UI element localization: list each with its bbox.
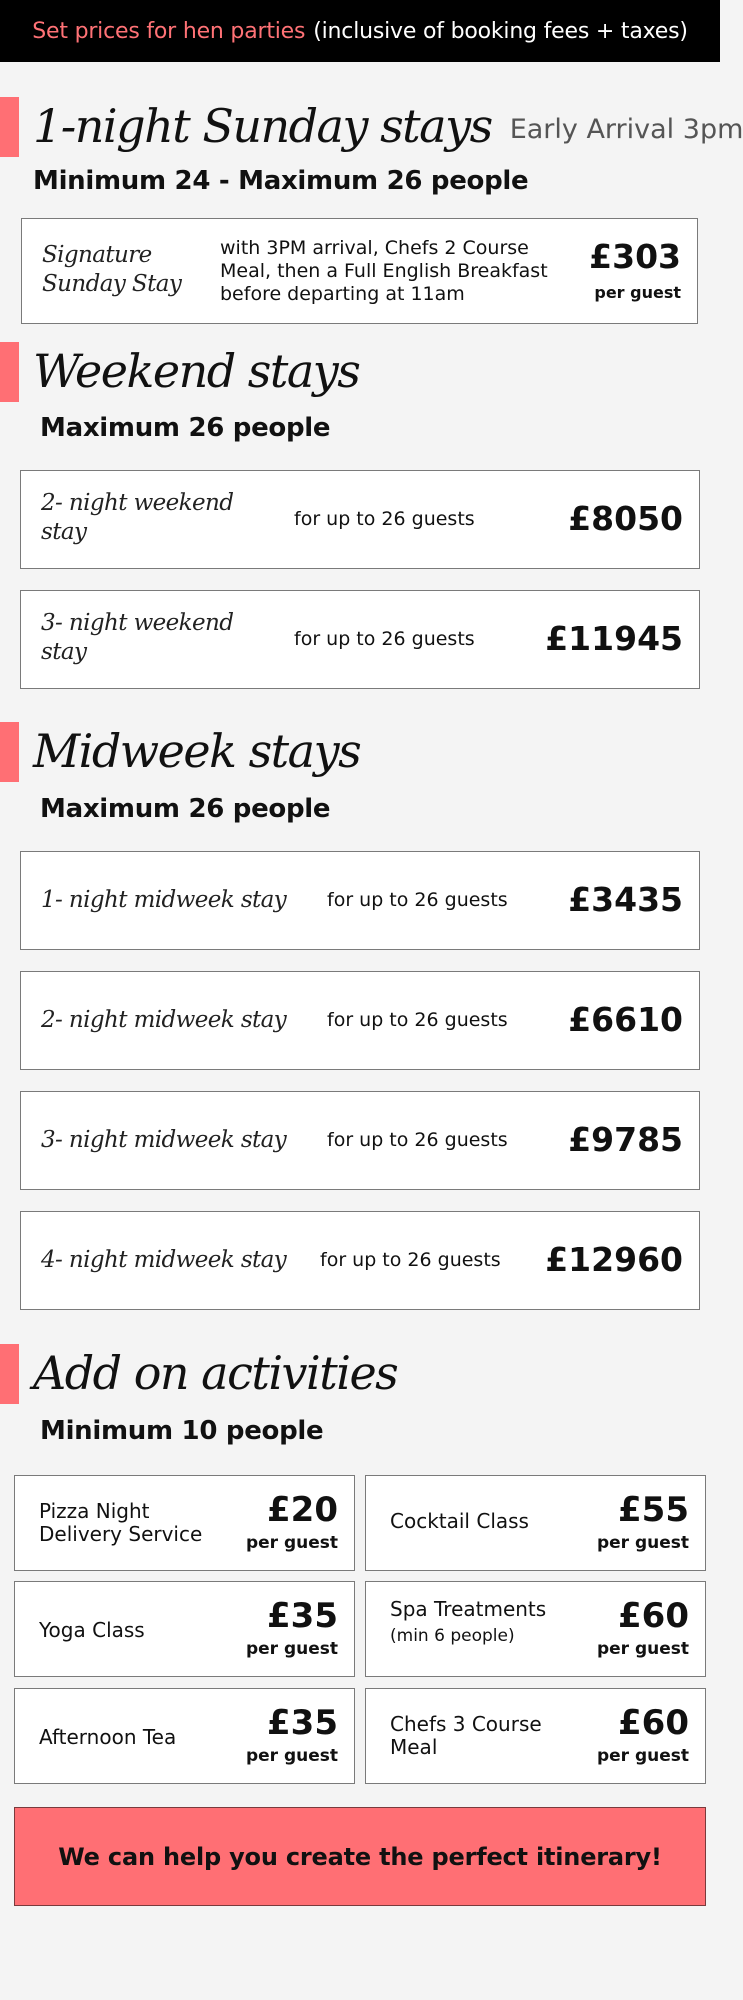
addon-label: Afternoon Tea xyxy=(39,1725,177,1749)
stay-price: £6610 xyxy=(568,1000,683,1039)
addon-price: £20 xyxy=(267,1490,338,1530)
section-header-midweek xyxy=(0,722,720,782)
itinerary-cta-button[interactable]: We can help you create the perfect itinerary! xyxy=(14,1807,706,1906)
stay-guests: for up to 26 guests xyxy=(327,1009,508,1031)
addon-card-pizza-night xyxy=(14,1475,355,1571)
addon-label: Cocktail Class xyxy=(390,1509,529,1533)
price-card-midweek-1-night xyxy=(20,851,700,950)
accent-bar xyxy=(0,1344,19,1404)
stay-price: £3435 xyxy=(568,880,683,919)
addon-price-unit: per guest xyxy=(245,1746,338,1766)
accent-bar xyxy=(0,722,19,782)
addon-label: Pizza Night Delivery Service xyxy=(39,1499,203,1546)
addon-price: £60 xyxy=(618,1703,689,1743)
stay-guests: for up to 26 guests xyxy=(294,628,475,650)
price-card-signature-sunday xyxy=(21,218,698,324)
stay-price: £12960 xyxy=(545,1240,683,1279)
section-header-sunday xyxy=(0,97,743,157)
capacity-midweek: Maximum 26 people xyxy=(40,794,331,824)
addon-price-unit: per guest xyxy=(596,1533,689,1553)
section-title-addons: Add on activities xyxy=(33,1346,398,1400)
banner-highlight: Set prices for hen parties xyxy=(32,18,306,44)
section-title-weekend: Weekend stays xyxy=(33,344,360,398)
capacity-weekend: Maximum 26 people xyxy=(40,413,331,443)
price-card-midweek-4-night xyxy=(20,1211,700,1310)
addon-price: £35 xyxy=(267,1703,338,1743)
stay-price-unit: per guest xyxy=(594,283,681,302)
addon-card-spa-treatments xyxy=(365,1581,706,1677)
price-card-midweek-3-night xyxy=(20,1091,700,1190)
section-header-addons xyxy=(0,1344,720,1404)
stay-price: £11945 xyxy=(545,619,683,658)
stay-name: 1- night midweek stay xyxy=(41,887,287,913)
addon-price-unit: per guest xyxy=(245,1639,338,1659)
stay-guests: for up to 26 guests xyxy=(327,889,508,911)
capacity-sunday: Minimum 24 - Maximum 26 people xyxy=(33,166,529,196)
accent-bar xyxy=(0,97,19,157)
addon-card-yoga-class xyxy=(14,1581,355,1677)
capacity-addons: Minimum 10 people xyxy=(40,1416,324,1446)
stay-guests: for up to 26 guests xyxy=(320,1249,501,1271)
section-header-weekend xyxy=(0,342,720,402)
addon-price: £55 xyxy=(618,1490,689,1530)
stay-guests: for up to 26 guests xyxy=(294,508,475,530)
addon-note: (min 6 people) xyxy=(390,1626,515,1646)
stay-name: 3- night midweek stay xyxy=(41,1127,287,1153)
top-banner xyxy=(0,0,720,62)
stay-price: £9785 xyxy=(568,1120,683,1159)
accent-bar xyxy=(0,342,19,402)
stay-price: £8050 xyxy=(568,499,683,538)
stay-guests: for up to 26 guests xyxy=(327,1129,508,1151)
stay-name: 2- night weekend stay xyxy=(41,490,234,545)
addon-price-unit: per guest xyxy=(596,1639,689,1659)
section-title-sunday: 1-night Sunday stays Early Arrival 3pm xyxy=(33,97,743,159)
price-card-weekend-3-night xyxy=(20,590,700,689)
stay-name: Signature Sunday Stay xyxy=(42,242,182,297)
stay-name: 4- night midweek stay xyxy=(41,1247,287,1273)
addon-price: £35 xyxy=(267,1596,338,1636)
section-subtitle-sunday: Early Arrival 3pm xyxy=(509,114,743,145)
stay-price: £303 xyxy=(589,237,681,276)
section-title-midweek: Midweek stays xyxy=(33,724,361,778)
addon-price-unit: per guest xyxy=(245,1533,338,1553)
addon-price-unit: per guest xyxy=(596,1746,689,1766)
stay-name: 2- night midweek stay xyxy=(41,1007,287,1033)
banner-note: (inclusive of booking fees + taxes) xyxy=(313,18,688,44)
price-card-midweek-2-night xyxy=(20,971,700,1070)
stay-name: 3- night weekend stay xyxy=(41,610,234,665)
addon-label: Yoga Class xyxy=(39,1618,145,1642)
addon-card-chefs-3-course-meal xyxy=(365,1688,706,1784)
addon-label: Spa Treatments (min 6 people) xyxy=(390,1598,590,1648)
addon-label: Chefs 3 Course Meal xyxy=(390,1712,542,1759)
price-card-weekend-2-night xyxy=(20,470,700,569)
addon-card-cocktail-class xyxy=(365,1475,706,1571)
addon-card-afternoon-tea xyxy=(14,1688,355,1784)
addon-price: £60 xyxy=(618,1596,689,1636)
stay-description: with 3PM arrival, Chefs 2 Course Meal, then a Full English Breakfast before departing at 11am xyxy=(220,237,548,305)
